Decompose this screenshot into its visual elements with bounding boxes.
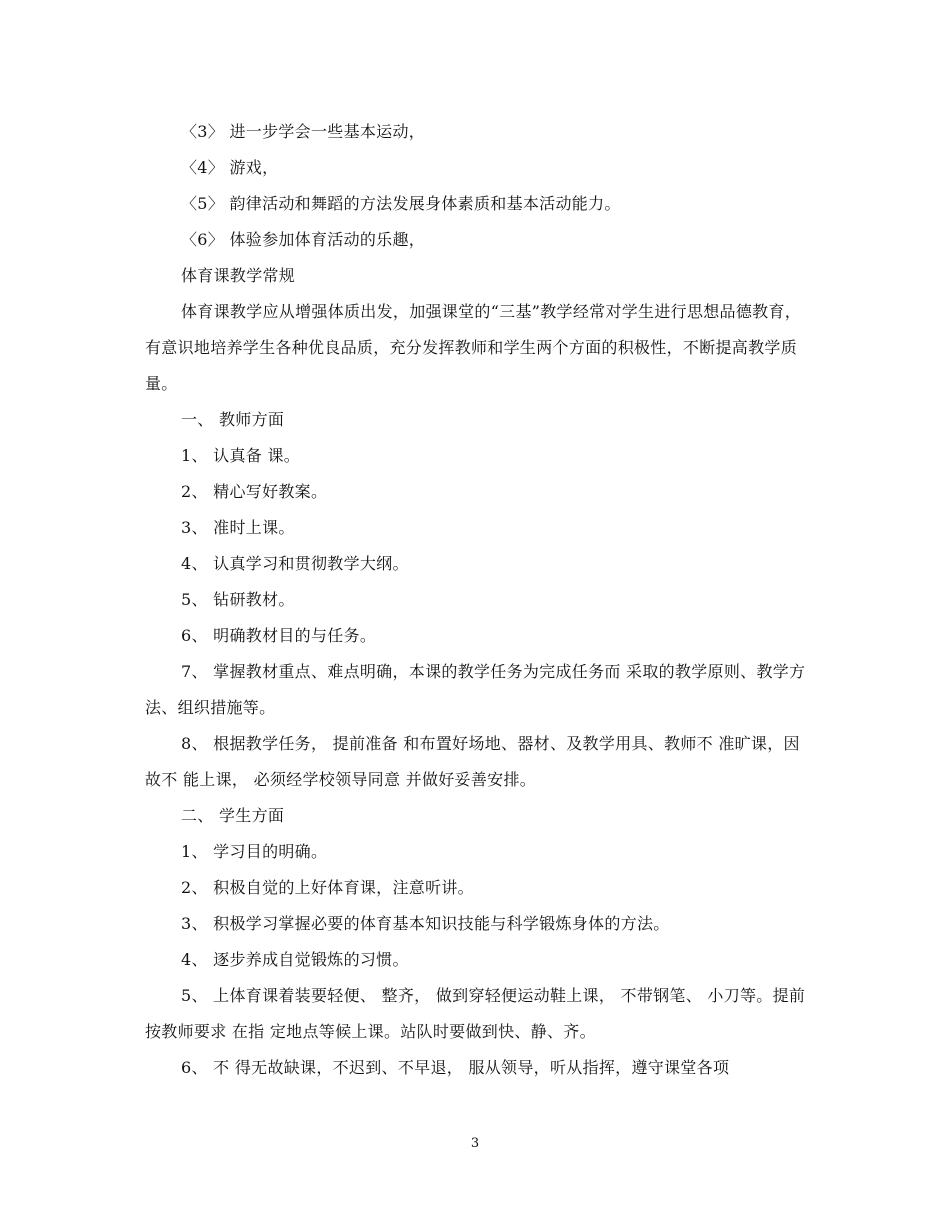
teacher-item-6: 6、 明确教材目的与任务。 — [181, 626, 377, 645]
student-item-2: 2、 积极自觉的上好体育课，注意听讲。 — [181, 878, 474, 897]
list-item-4: 〈4〉 游戏， — [181, 158, 279, 177]
teacher-item-3: 3、 准时上课。 — [181, 518, 295, 537]
list-item-5: 〈5〉 韵律活动和舞蹈的方法发展身体素质和基本活动能力。 — [181, 194, 621, 213]
section-heading-student: 二、 学生方面 — [181, 806, 285, 825]
document-body — [145, 114, 810, 1086]
teacher-item-1: 1、 认真备 课。 — [181, 446, 301, 465]
teacher-item-2: 2、 精心写好教案。 — [181, 482, 328, 501]
student-item-3: 3、 积极学习掌握必要的体育基本知识技能与科学锻炼身体的方法。 — [181, 914, 670, 933]
list-item-6: 〈6〉 体验参加体育活动的乐趣， — [181, 230, 426, 249]
teacher-item-4: 4、 认真学习和贯彻教学大纲。 — [181, 554, 409, 573]
section-heading-teacher: 一、 教师方面 — [181, 410, 285, 429]
teacher-item-5: 5、 钻研教材。 — [181, 590, 295, 609]
student-item-4: 4、 逐步养成自觉锻炼的习惯。 — [181, 950, 409, 969]
section-heading-routine: 体育课教学常规 — [181, 266, 296, 285]
student-item-5: 5、 上体育课着装要轻便、 整齐， 做到穿轻便运动鞋上课， 不带钢笔、 小刀等。提前按教师要求 在指 定地点等候上课。站队时要做到快、静、齐。 — [145, 986, 806, 1041]
intro-paragraph: 体育课教学应从增强体质出发，加强课堂的“三基”教学经常对学生进行思想品德教育，有意识地培养学生各种优良品质，充分发挥教师和学生两个方面的积极性，不断提高教学质量。 — [145, 302, 802, 393]
teacher-item-8: 8、 根据教学任务， 提前准备 和布置好场地、器材、及教学用具、教师不 准旷课，因故不 能上课， 必须经学校领导同意 并做好妥善安排。 — [145, 734, 800, 789]
student-item-6: 6、 不 得无故缺课，不迟到、不早退， 服从领导，听从指挥，遵守课堂各项 — [181, 1058, 730, 1077]
page-number: 3 — [470, 1136, 480, 1151]
student-item-1: 1、 学习目的明确。 — [181, 842, 328, 861]
teacher-item-7: 7、 掌握教材重点、难点明确，本课的教学任务为完成任务而 采取的教学原则、教学方法、组织措施等。 — [145, 662, 806, 717]
list-item-3: 〈3〉 进一步学会一些基本运动， — [181, 122, 426, 141]
